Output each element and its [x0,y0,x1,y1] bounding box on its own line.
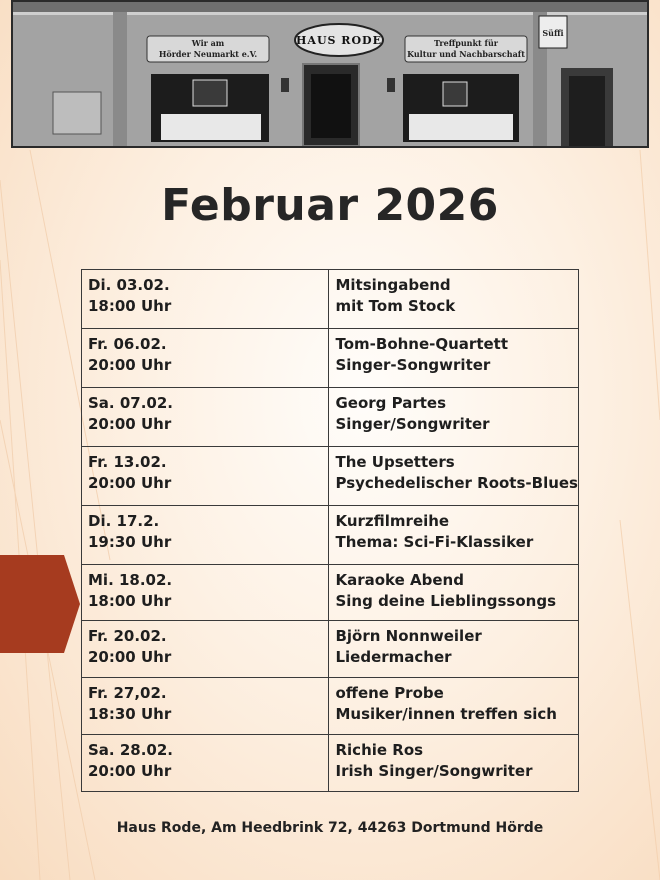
right-sign-line2: Kultur und Nachbarschaft [407,49,525,59]
table-row [82,329,579,388]
event-date: Sa. 07.02. [88,394,173,412]
event-time: 19:30 Uhr [88,533,172,551]
event-subtitle: Liedermacher [335,648,452,666]
event-info [329,388,579,447]
event-datetime [82,506,329,565]
event-time: 20:00 Uhr [88,415,172,433]
event-date: Fr. 20.02. [88,627,167,645]
event-time: 18:00 Uhr [88,297,172,315]
event-date: Fr. 13.02. [88,453,167,471]
event-subtitle: mit Tom Stock [335,297,456,315]
event-info [329,329,579,388]
event-info [329,621,579,678]
event-datetime [82,735,329,792]
event-datetime [82,388,329,447]
table-row [82,506,579,565]
event-title: Björn Nonnweiler [335,627,482,645]
events-table [81,269,579,792]
table-row [82,388,579,447]
event-datetime [82,447,329,506]
venue-address: Haus Rode, Am Heedbrink 72, 44263 Dortmund Hörde [116,820,544,836]
table-row [82,447,579,506]
event-subtitle: Musiker/innen treffen sich [335,705,557,723]
event-time: 20:00 Uhr [88,648,172,666]
event-info [329,506,579,565]
event-title: Kurzfilmreihe [335,512,450,530]
haus-rode-sign: HAUS RODE [296,34,382,47]
event-time: 20:00 Uhr [88,356,172,374]
event-subtitle: Psychedelischer Roots-Blues [335,474,578,492]
event-date: Fr. 06.02. [88,335,167,353]
event-datetime [82,565,329,621]
header-photo [11,0,649,148]
event-datetime [82,621,329,678]
event-date: Di. 17.2. [88,512,160,530]
event-subtitle: Sing deine Lieblingssongs [335,592,557,610]
event-time: 20:00 Uhr [88,474,172,492]
event-subtitle: Irish Singer/Songwriter [335,762,533,780]
event-title: Tom-Bohne-Quartett [335,335,509,353]
event-info [329,270,579,329]
event-date: Mi. 18.02. [88,571,173,589]
event-datetime [82,678,329,735]
event-info [329,735,579,792]
event-date: Sa. 28.02. [88,741,173,759]
event-info [329,447,579,506]
table-row [82,565,579,621]
event-info [329,678,579,735]
event-time: 18:00 Uhr [88,592,172,610]
event-title: Richie Ros [335,741,424,759]
event-info [329,565,579,621]
page-title: Februar 2026 [161,180,499,231]
event-date: Fr. 27,02. [88,684,167,702]
event-title: Georg Partes [335,394,447,412]
table-row [82,270,579,329]
left-sign-line2: Hörder Neumarkt e.V. [158,49,258,59]
event-datetime [82,270,329,329]
event-subtitle: Singer-Songwriter [335,356,491,374]
table-row [82,678,579,735]
event-title: offene Probe [335,684,444,702]
table-row [82,621,579,678]
event-subtitle: Singer/Songwriter [335,415,490,433]
event-subtitle: Thema: Sci-Fi-Klassiker [335,533,534,551]
event-time: 20:00 Uhr [88,762,172,780]
event-datetime [82,329,329,388]
accent-ribbon [0,555,80,653]
left-sign-line1: Wir am [191,38,225,48]
event-title: Mitsingabend [335,276,451,294]
event-date: Di. 03.02. [88,276,170,294]
table-row [82,735,579,792]
event-title: Karaoke Abend [335,571,464,589]
pub-sign: Süffi [542,28,564,38]
right-sign-line1: Treffpunkt für [434,38,498,48]
event-time: 18:30 Uhr [88,705,172,723]
event-title: The Upsetters [335,453,455,471]
